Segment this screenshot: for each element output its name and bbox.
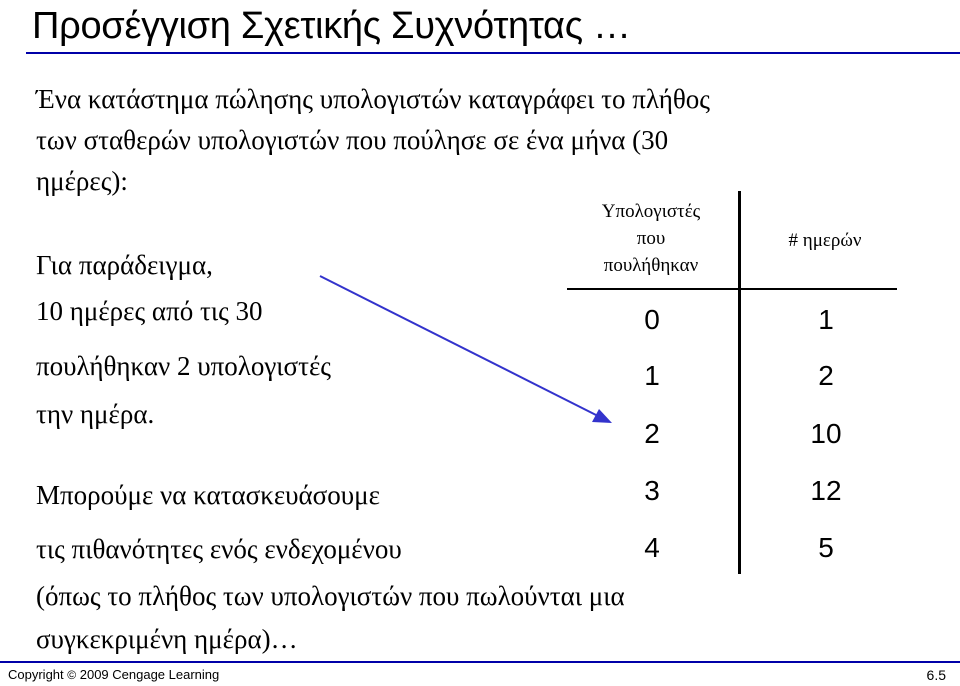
table-cell-days: 5 [818, 532, 834, 563]
copyright-symbol: © [67, 668, 77, 682]
header-line: που [636, 228, 666, 249]
table-cell-days: 10 [810, 418, 842, 449]
footer-rule [0, 661, 960, 663]
table-cell-days: 2 [818, 360, 834, 391]
conclusion-line: (όπως το πλήθος των υπολογιστών που πωλούνται μια [36, 581, 625, 611]
table-header-number-of-days: # ημερών [788, 230, 862, 251]
pointer-arrow-shaft [320, 276, 598, 416]
intro-line: των σταθερών υπολογιστών που πούλησε σε ένα μήνα (30 [36, 125, 669, 155]
copyright-prefix: Copyright [8, 667, 64, 682]
page-number: 6.5 [926, 667, 946, 683]
table-cell-days: 1 [818, 304, 834, 335]
copyright-text: 2009 Cengage Learning [79, 667, 220, 682]
intro-line: ημέρες): [36, 166, 128, 196]
example-line: 10 ημέρες από τις 30 [36, 296, 263, 326]
table-cell-sold: 4 [644, 532, 660, 563]
intro-line: Ένα κατάστημα πώλησης υπολογιστών καταγράφει το πλήθος [36, 84, 710, 114]
example-line: πουλήθηκαν 2 υπολογιστές [36, 351, 331, 381]
copyright-notice [8, 667, 219, 683]
table-cell-sold: 3 [644, 475, 660, 506]
header-line: πουλήθηκαν [603, 255, 699, 276]
table-cell-sold: 2 [644, 418, 660, 449]
table-cell-sold: 0 [644, 304, 660, 335]
table-cell-sold: 1 [644, 360, 660, 391]
example-line: την ημέρα. [36, 399, 155, 429]
table-cell-days: 12 [810, 475, 842, 506]
conclusion-line: τις πιθανότητες ενός ενδεχομένου [36, 534, 402, 564]
pointer-arrow-head [592, 409, 612, 423]
conclusion-line: Μπορούμε να κατασκευάσουμε [36, 480, 380, 510]
example-line: Για παράδειγμα, [36, 250, 213, 280]
conclusion-line: συγκεκριμένη ημέρα)… [36, 624, 298, 654]
slide-title: Προσέγγιση Σχετικής Συχνότητας … [32, 5, 631, 47]
header-line: Υπολογιστές [601, 201, 701, 222]
